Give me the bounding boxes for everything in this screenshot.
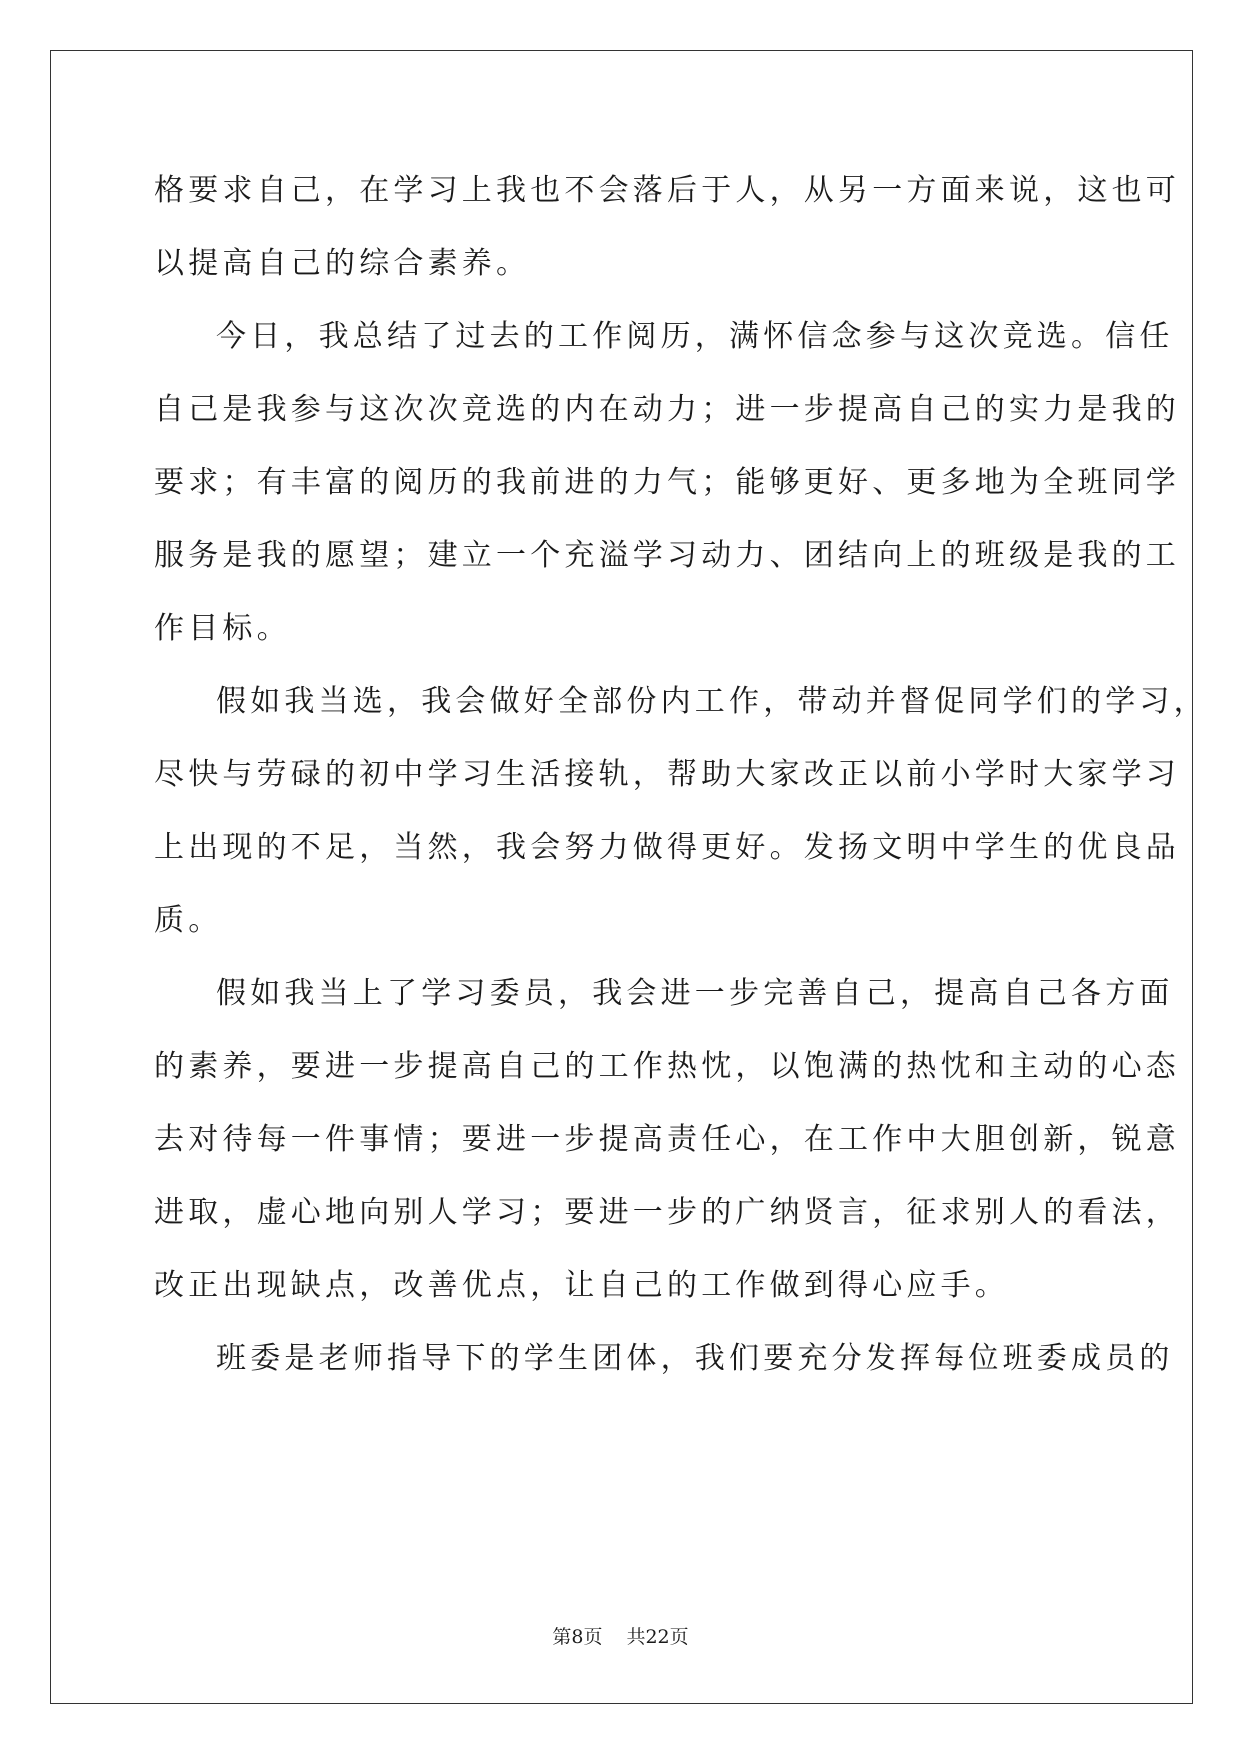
page-frame	[50, 50, 1193, 1704]
paragraph-2-line-5: 作目标。	[154, 611, 291, 646]
current-page-label: 第8页	[552, 1626, 603, 1648]
paragraph-2-line-3: 要求；有丰富的阅历的我前进的力气；能够更好、更多地为全班同学	[154, 465, 1180, 500]
paragraph-1-line-2: 以提高自己的综合素养。	[154, 246, 531, 281]
paragraph-3-line-2: 尽快与劳碌的初中学习生活接轨，帮助大家改正以前小学时大家学习	[154, 757, 1180, 792]
paragraph-3-line-3: 上出现的不足，当然，我会努力做得更好。发扬文明中学生的优良品	[154, 830, 1180, 865]
paragraph-4-line-4: 进取，虚心地向别人学习；要进一步的广纳贤言，征求别人的看法，	[154, 1195, 1180, 1230]
paragraph-4-line-5: 改正出现缺点，改善优点，让自己的工作做到得心应手。	[154, 1268, 1009, 1303]
paragraph-2-line-1: 今日，我总结了过去的工作阅历，满怀信念参与这次竞选。信任	[216, 319, 1174, 354]
paragraph-4-line-3: 去对待每一件事情；要进一步提高责任心，在工作中大胆创新，锐意	[154, 1122, 1180, 1157]
paragraph-1-line-1: 格要求自己，在学习上我也不会落后于人，从另一方面来说，这也可	[154, 173, 1180, 208]
paragraph-3-line-1: 假如我当选，我会做好全部份内工作，带动并督促同学们的学习，	[216, 684, 1208, 719]
paragraph-4-line-2: 的素养，要进一步提高自己的工作热忱，以饱满的热忱和主动的心态	[154, 1049, 1180, 1084]
paragraph-4-line-1: 假如我当上了学习委员，我会进一步完善自己，提高自己各方面	[216, 976, 1174, 1011]
paragraph-2-line-4: 服务是我的愿望；建立一个充溢学习动力、团结向上的班级是我的工	[154, 538, 1180, 573]
total-pages-label: 共22页	[626, 1626, 689, 1648]
paragraph-5-line-1: 班委是老师指导下的学生团体，我们要充分发挥每位班委成员的	[216, 1341, 1174, 1376]
page-footer	[0, 1624, 1241, 1650]
paragraph-2-line-2: 自己是我参与这次次竞选的内在动力；进一步提高自己的实力是我的	[154, 392, 1180, 427]
paragraph-3-line-4: 质。	[154, 903, 223, 938]
